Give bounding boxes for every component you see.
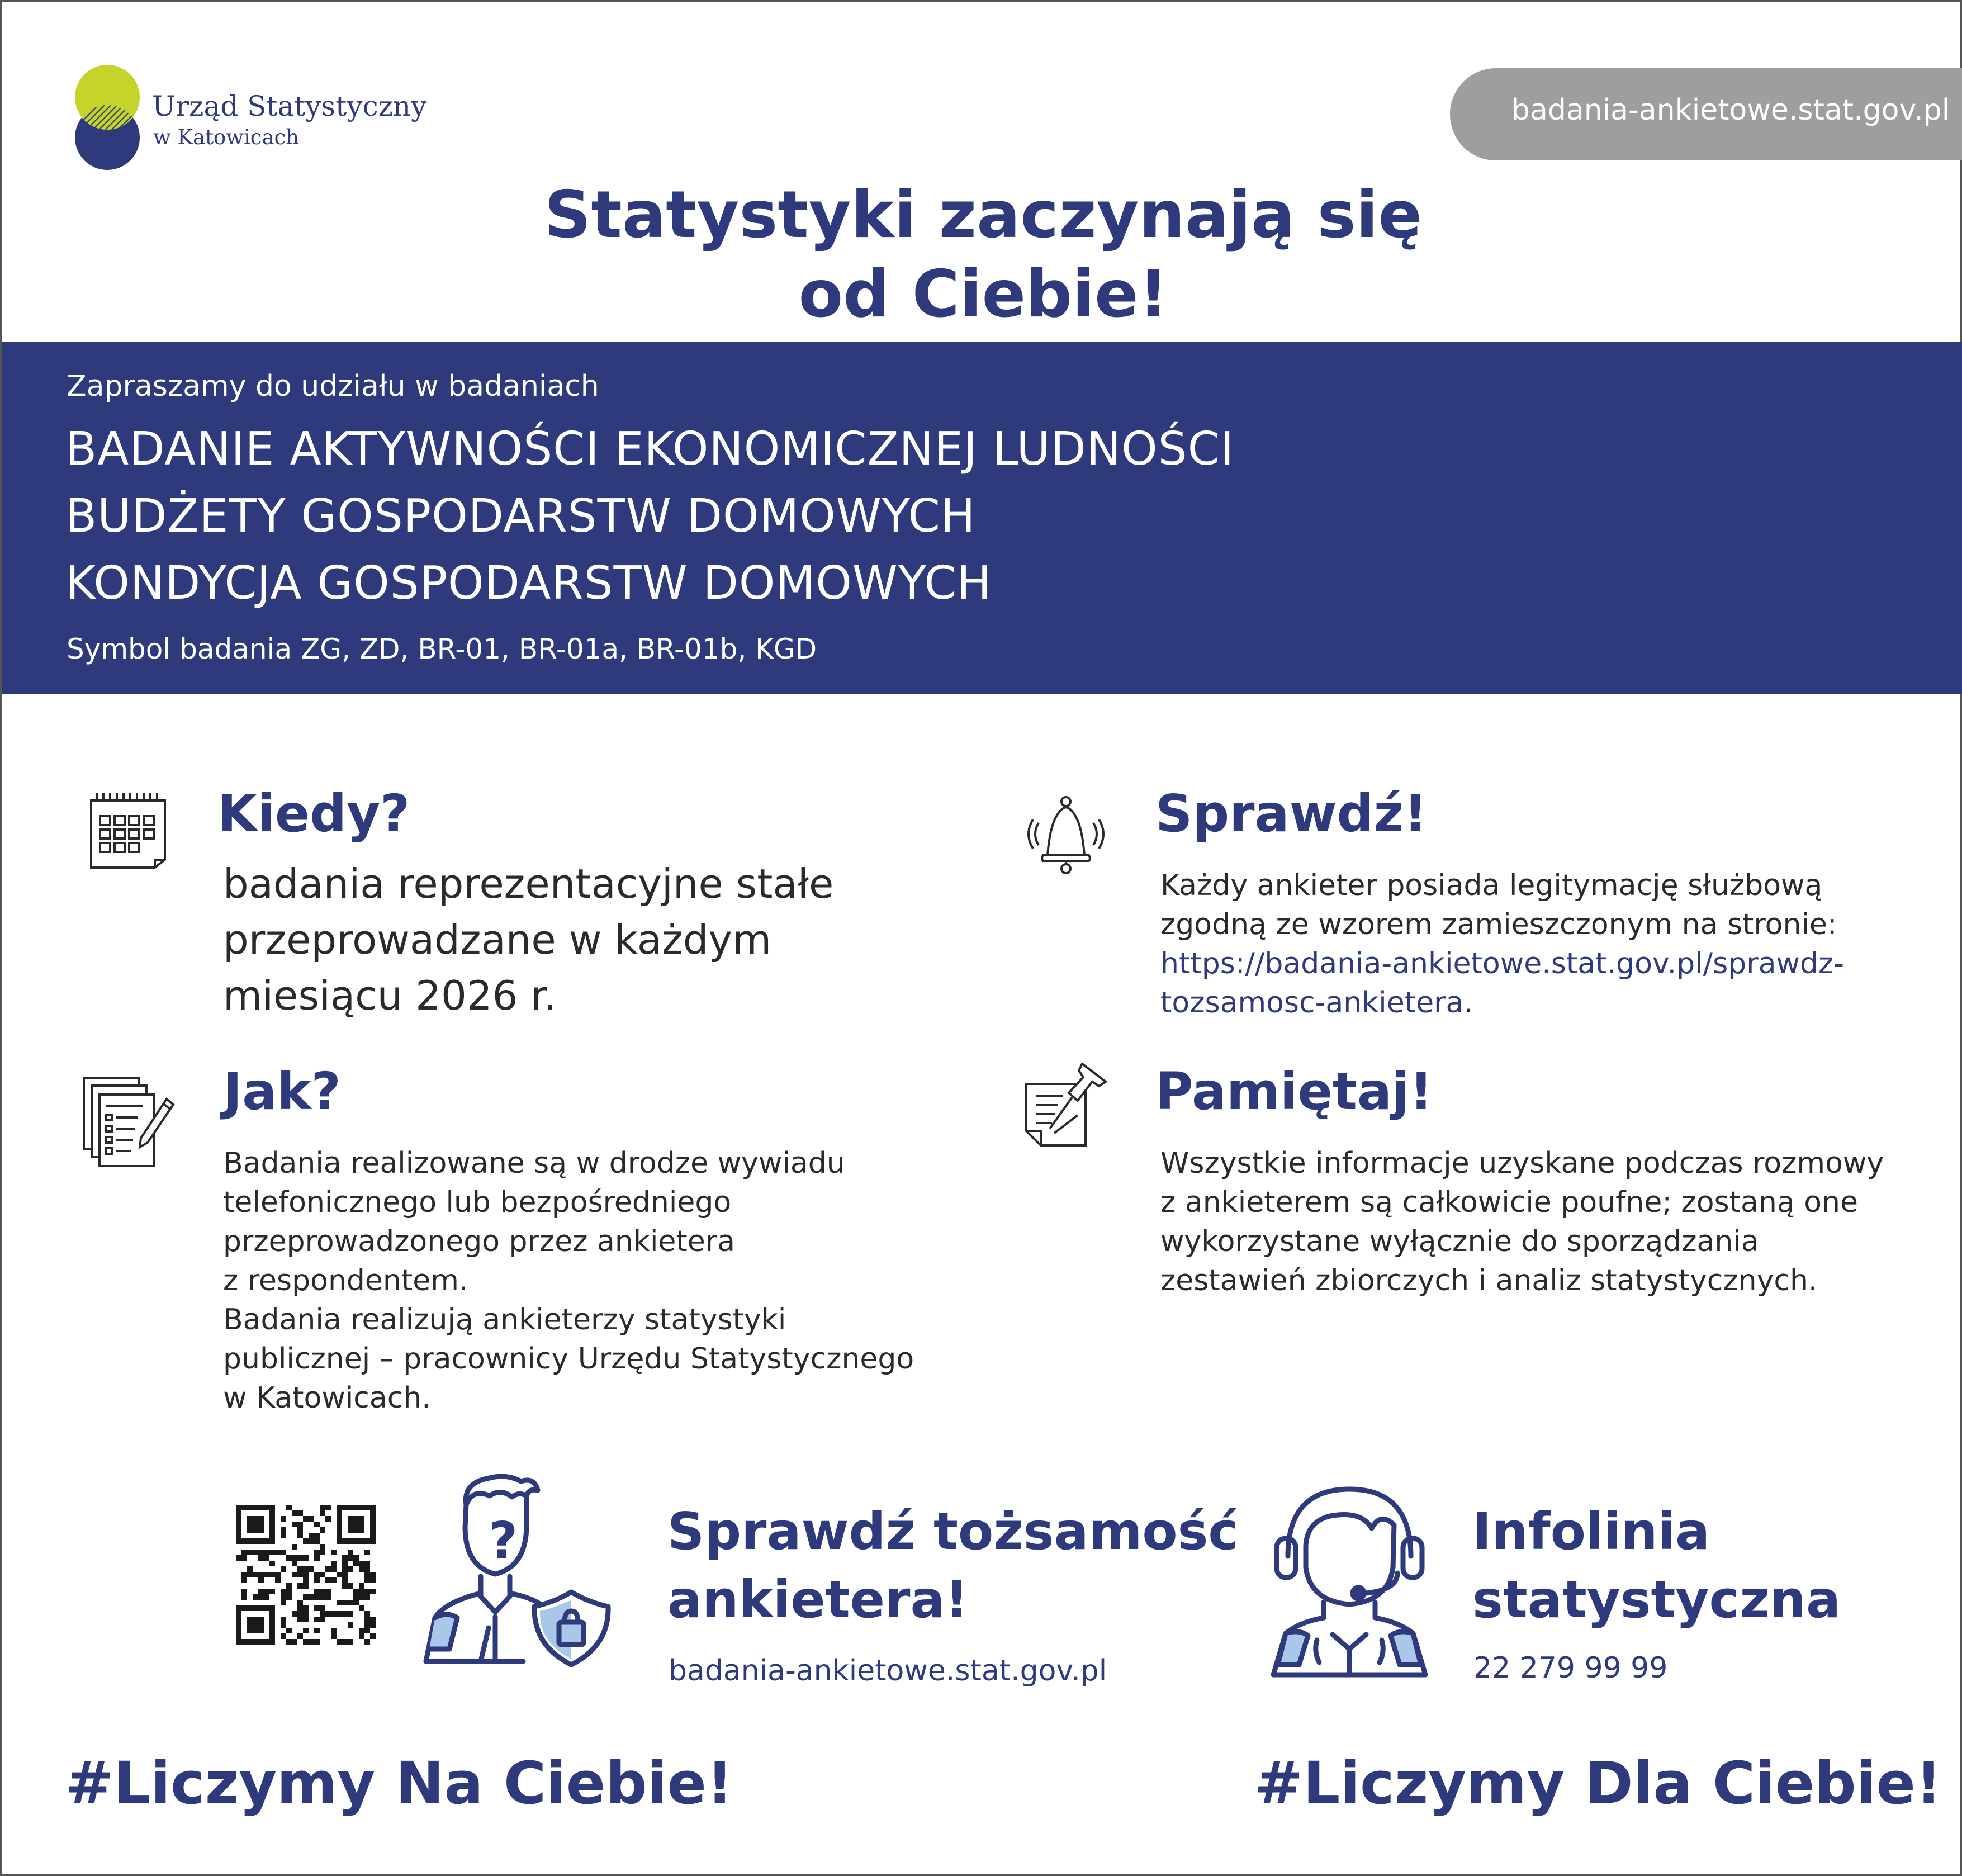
note-pin-icon xyxy=(1024,1062,1108,1151)
pamietaj-title: Pamiętaj! xyxy=(1155,1062,1433,1121)
verify-title-line-2: ankietera! xyxy=(667,1570,969,1629)
survey-name-2: BUDŻETY GOSPODARSTW DOMOWYCH xyxy=(65,490,976,543)
kiedy-text xyxy=(223,856,950,1024)
document-pencil-icon xyxy=(82,1076,177,1171)
url-pill-link[interactable]: badania-ankietowe.stat.gov.pl xyxy=(1511,93,1950,127)
verify-link-cont[interactable] xyxy=(1160,983,1921,1022)
survey-name-3: KONDYCJA GOSPODARSTW DOMOWYCH xyxy=(65,557,992,610)
gus-logo-icon xyxy=(68,65,146,177)
jak-line: Badania realizowane są w drodze wywiadu xyxy=(223,1147,845,1180)
jak-line: Badania realizują ankieterzy statystyki xyxy=(223,1303,786,1337)
sprawdz-line: Każdy ankieter posiada legitymację służbową xyxy=(1160,869,1823,902)
person-headset-icon xyxy=(1266,1478,1433,1679)
sprawdz-title: Sprawdź! xyxy=(1155,784,1427,844)
question-mark-icon: ? xyxy=(489,1512,518,1570)
logo xyxy=(68,65,146,177)
pamietaj-line: wykorzystane wyłącznie do sporządzania xyxy=(1160,1225,1759,1258)
pamietaj-line: z ankieterem są całkowicie poufne; zostaną one xyxy=(1160,1186,1858,1219)
jak-line: przeprowadzonego przez ankietera xyxy=(223,1225,736,1258)
verify-link-part-1[interactable]: https://badania-ankietowe.stat.gov.pl/sprawdz- xyxy=(1160,947,1845,980)
sprawdz-text xyxy=(1160,866,1921,1022)
sprawdz-line: zgodną ze wzorem zamieszczonym na stronie: xyxy=(1160,908,1837,941)
jak-line: w Katowicach. xyxy=(223,1381,431,1415)
hashtag-left: #Liczymy Na Ciebie! xyxy=(65,1749,733,1817)
logo-name: Urząd Statystyczny xyxy=(152,90,427,122)
hashtag-right: #Liczymy Dla Ciebie! xyxy=(1254,1749,1942,1817)
infoline-title-line-2: statystyczna xyxy=(1472,1570,1841,1629)
person-question-shield-icon xyxy=(423,1471,618,1678)
pamietaj-text xyxy=(1160,1144,1943,1300)
headline-line-1: Statystyki zaczynają się xyxy=(544,177,1423,253)
calendar-icon xyxy=(89,792,167,870)
verify-title xyxy=(667,1498,1239,1634)
verify-title-line-1: Sprawdź tożsamość xyxy=(667,1501,1239,1561)
kiedy-line: miesiącu 2026 r. xyxy=(223,972,557,1019)
survey-symbol: Symbol badania ZG, ZD, BR-01, BR-01a, BR-01b, KGD xyxy=(67,633,817,665)
verify-link-part-2[interactable]: tozsamosc-ankietera xyxy=(1160,986,1464,1020)
pamietaj-line: zestawień zbiorczych i analiz statystycznych. xyxy=(1160,1264,1818,1297)
jak-line: z respondentem. xyxy=(223,1264,468,1297)
verify-link[interactable] xyxy=(1160,944,1921,983)
jak-title: Jak? xyxy=(223,1062,341,1121)
verify-url[interactable]: badania-ankietowe.stat.gov.pl xyxy=(669,1654,1107,1688)
jak-line: publicznej – pracownicy Urzędu Statystycznego xyxy=(223,1342,914,1376)
headline xyxy=(505,176,1461,334)
bell-icon xyxy=(1024,795,1108,879)
kiedy-line: przeprowadzane w każdym xyxy=(223,916,772,963)
band-intro: Zapraszamy do udziału w badaniach xyxy=(67,369,599,403)
jak-line: telefonicznego lub bezpośredniego xyxy=(223,1186,732,1219)
kiedy-title: Kiedy? xyxy=(217,784,410,844)
headline-line-2: od Ciebie! xyxy=(798,257,1168,332)
jak-text xyxy=(223,1144,1006,1418)
pamietaj-line: Wszystkie informacje uzyskane podczas rozmowy xyxy=(1160,1147,1884,1180)
logo-city: w Katowicach xyxy=(153,125,300,149)
verify-link-suffix: . xyxy=(1463,986,1473,1020)
qr-code[interactable] xyxy=(236,1505,376,1645)
survey-name-1: BADANIE AKTYWNOŚCI EKONOMICZNEJ LUDNOŚCI xyxy=(65,423,1235,476)
infoline-phone[interactable]: 22 279 99 99 xyxy=(1473,1651,1668,1685)
kiedy-line: badania reprezentacyjne stałe xyxy=(223,860,834,907)
infoline-title xyxy=(1472,1498,1841,1634)
infoline-title-line-1: Infolinia xyxy=(1472,1501,1710,1561)
